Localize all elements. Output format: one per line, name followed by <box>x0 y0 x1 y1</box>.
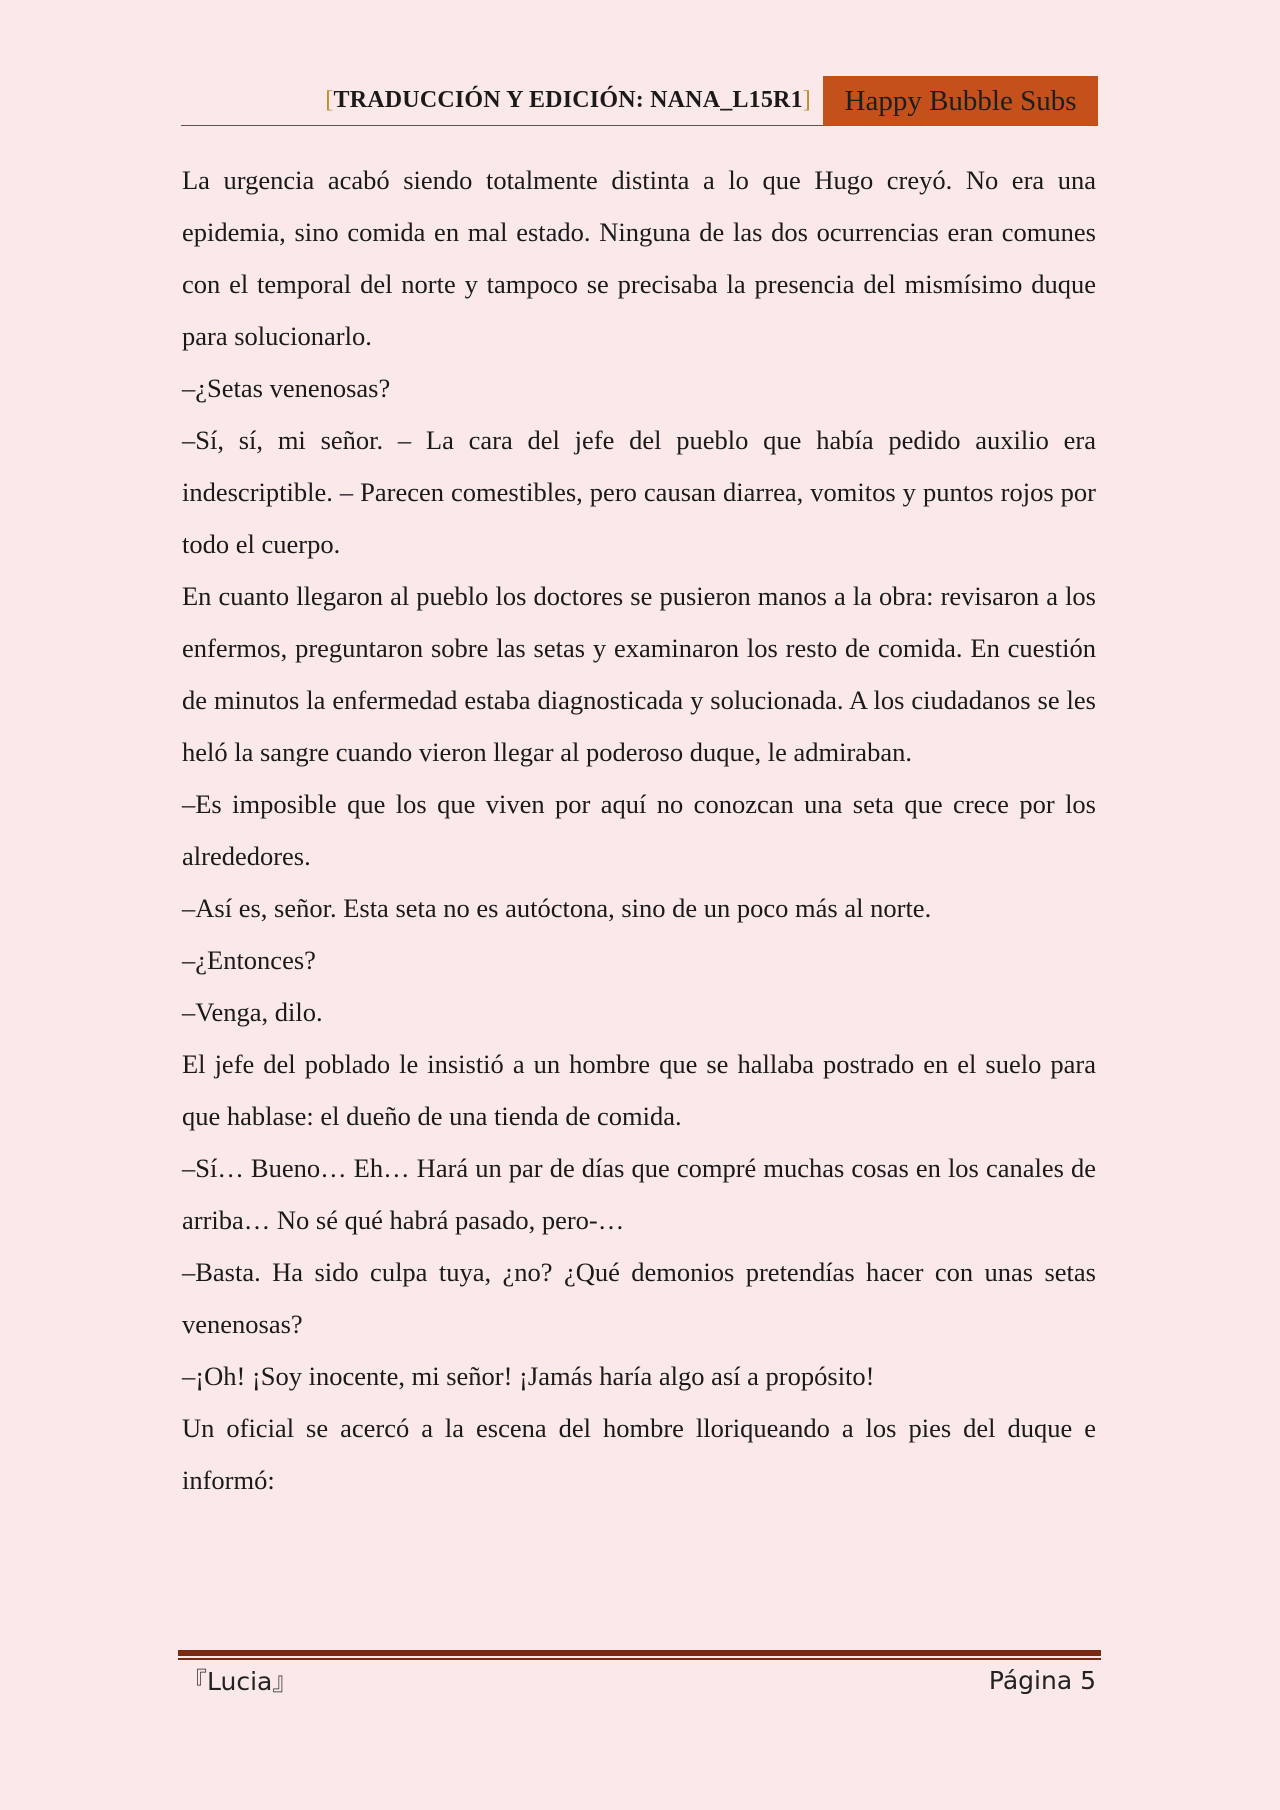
page-body <box>182 154 1096 1506</box>
paragraph: En cuanto llegaron al pueblo los doctores se pusieron manos a la obra: revisaron a los enfermos, preguntaron sobre las setas y examinaron los resto de comida. En cuestión de minutos la enfermedad estaba diagnosticada y solucionada. A los ciudadanos se les heló la sangre cuando vieron llegar al poderoso duque, le admiraban. <box>182 581 1096 767</box>
paragraph: –Venga, dilo. <box>182 997 323 1027</box>
paragraph: –Basta. Ha sido culpa tuya, ¿no? ¿Qué demonios pretendías hacer con unas setas venenosas? <box>182 1257 1096 1339</box>
page-number: Página 5 <box>988 1665 1096 1695</box>
paragraph: –¿Setas venenosas? <box>182 373 391 403</box>
book-title: 『Lucia』 <box>182 1667 298 1696</box>
paragraph: La urgencia acabó siendo totalmente distinta a lo que Hugo creyó. No era una epidemia, sino comida en mal estado. Ninguna de las dos ocurrencias eran comunes con el temporal del norte y tampoco se precisaba la presencia del mismísimo duque para solucionarlo. <box>182 165 1096 351</box>
bracket-open: [ <box>325 87 334 113</box>
paragraph: –Sí, sí, mi señor. – La cara del jefe del pueblo que había pedido auxilio era indescriptible. – Parecen comestibles, pero causan diarrea, vomitos y puntos rojos por todo el cuerpo. <box>182 425 1096 559</box>
page-header <box>181 76 1098 126</box>
bracket-close: ] <box>802 87 811 113</box>
paragraph: El jefe del poblado le insistió a un hombre que se hallaba postrado en el suelo para que hablase: el dueño de una tienda de comida. <box>182 1049 1096 1131</box>
paragraph: Un oficial se acercó a la escena del hombre lloriqueando a los pies del duque e informó: <box>182 1413 1096 1495</box>
translation-credit-text: TRADUCCIÓN Y EDICIÓN: NANA_L15R1 <box>333 87 803 113</box>
paragraph: –Sí… Bueno… Eh… Hará un par de días que compré muchas cosas en los canales de arriba… No sé qué habrá pasado, pero-… <box>182 1153 1096 1235</box>
footer-divider <box>178 1650 1101 1660</box>
group-name-box <box>823 76 1098 126</box>
paragraph: –Así es, señor. Esta seta no es autóctona, sino de un poco más al norte. <box>182 893 932 923</box>
translation-credit <box>181 76 823 125</box>
footer-divider-thick <box>178 1650 1101 1656</box>
page-footer <box>182 1660 1096 1700</box>
paragraph: –¿Entonces? <box>182 945 316 975</box>
group-name: Happy Bubble Subs <box>844 84 1077 117</box>
paragraph: –Es imposible que los que viven por aquí no conozcan una seta que crece por los alrededores. <box>182 789 1096 871</box>
paragraph: –¡Oh! ¡Soy inocente, mi señor! ¡Jamás haría algo así a propósito! <box>182 1361 875 1391</box>
